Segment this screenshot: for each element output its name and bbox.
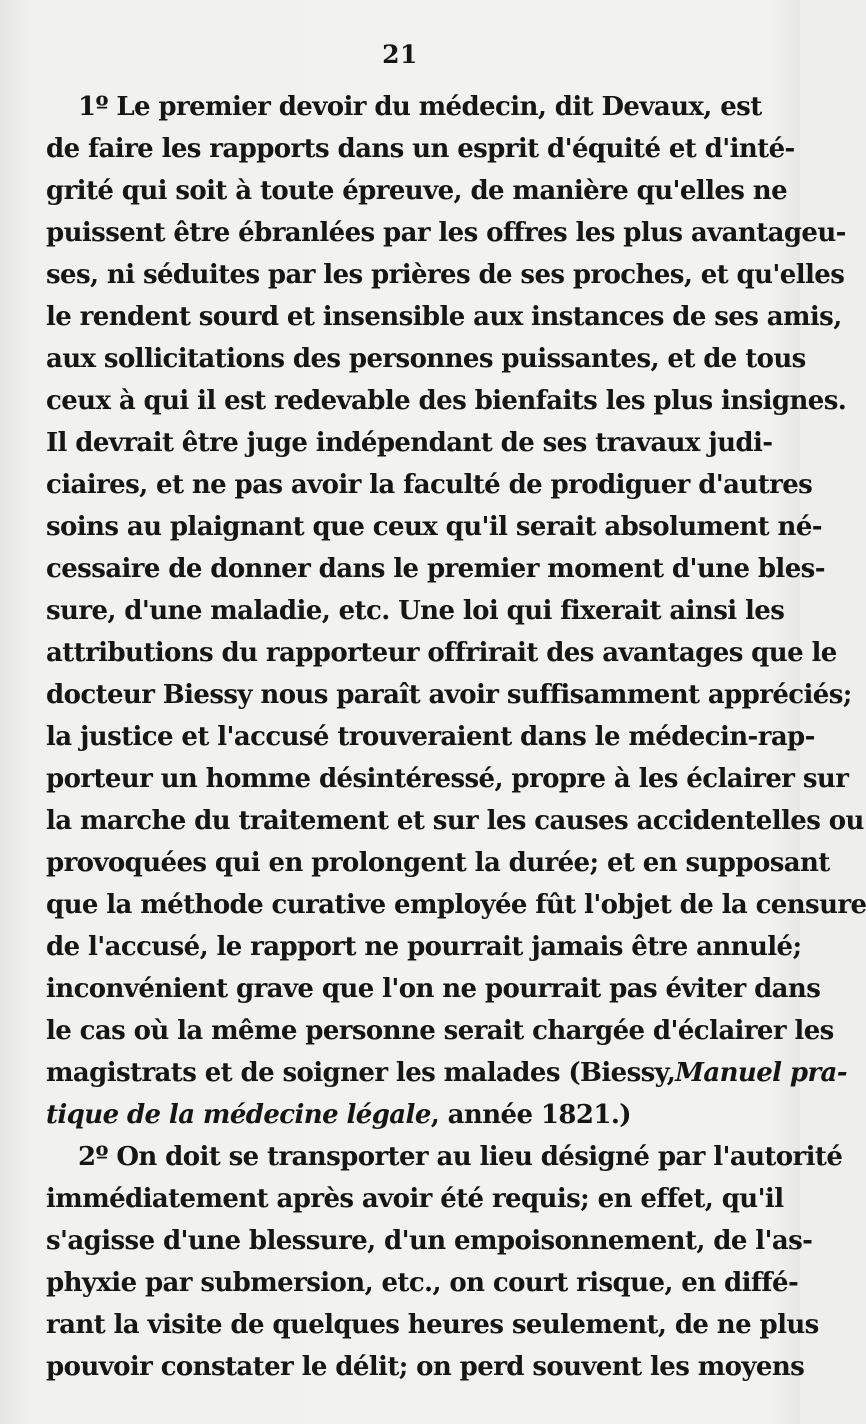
text-line: ses, ni séduites par les prières de ses proches, et qu'elles — [46, 260, 845, 290]
text-line: s'agisse d'une blessure, d'un empoisonnement, de l'as- — [46, 1226, 813, 1256]
text-line: de l'accusé, le rapport ne pourrait jamais être annulé; — [46, 932, 802, 962]
text-line: rant la visite de quelques heures seulement, de ne plus — [46, 1310, 819, 1340]
text-line: grité qui soit à toute épreuve, de manière qu'elles ne — [46, 176, 788, 206]
text-line: phyxie par submersion, etc., on court risque, en diffé- — [46, 1268, 799, 1298]
text-line: cessaire de donner dans le premier moment d'une bles- — [46, 554, 825, 584]
text-line: ceux à qui il est redevable des bienfaits les plus insignes. — [46, 386, 847, 416]
citation-title: Manuel pra- — [675, 1058, 847, 1088]
text-line: immédiatement après avoir été requis; en effet, qu'il — [46, 1184, 784, 1214]
text-line: aux sollicitations des personnes puissantes, et de tous — [46, 344, 806, 374]
text-line: le rendent sourd et insensible aux instances de ses amis, — [46, 302, 842, 332]
text-line: 1º Le premier devoir du médecin, dit Devaux, est — [78, 92, 762, 122]
citation-line — [46, 1094, 758, 1136]
text-line: porteur un homme désintéressé, propre à les éclairer sur — [46, 764, 849, 794]
text-line: provoquées qui en prolongent la durée; et en supposant — [46, 848, 830, 878]
page-number: 21 — [382, 40, 418, 69]
text-line: puissent être ébranlées par les offres les plus avantageu- — [46, 218, 846, 248]
text-line: pouvoir constater le délit; on perd souvent les moyens — [46, 1352, 805, 1382]
text-line: sure, d'une maladie, etc. Une loi qui fixerait ainsi les — [46, 596, 785, 626]
citation-suffix: , année 1821.) — [430, 1100, 631, 1130]
text-line: le cas où la même personne serait chargée d'éclairer les — [46, 1016, 834, 1046]
text-line: docteur Biessy nous paraît avoir suffisamment appréciés; — [46, 680, 852, 710]
text-line-with-citation — [46, 1052, 847, 1094]
text-line: de faire les rapports dans un esprit d'équité et d'inté- — [46, 134, 795, 164]
text-line: magistrats et de soigner les malades (Biessy, — [46, 1058, 676, 1088]
text-line: la justice et l'accusé trouveraient dans le médecin-rap- — [46, 722, 815, 752]
text-line: que la méthode curative employée fût l'objet de la censure — [46, 890, 866, 920]
text-line: ciaires, et ne pas avoir la faculté de prodiguer d'autres — [46, 470, 813, 500]
text-line: la marche du traitement et sur les causes accidentelles ou — [46, 806, 864, 836]
citation-title: tique de la médecine légale — [46, 1100, 431, 1130]
text-line: soins au plaignant que ceux qu'il serait absolument né- — [46, 512, 822, 542]
text-line: inconvénient grave que l'on ne pourrait pas éviter dans — [46, 974, 821, 1004]
text-line: 2º On doit se transporter au lieu désigné par l'autorité — [78, 1142, 843, 1172]
body-text — [46, 86, 866, 1388]
text-line: attributions du rapporteur offrirait des avantages que le — [46, 638, 837, 668]
text-line: Il devrait être juge indépendant de ses travaux judi- — [46, 428, 773, 458]
